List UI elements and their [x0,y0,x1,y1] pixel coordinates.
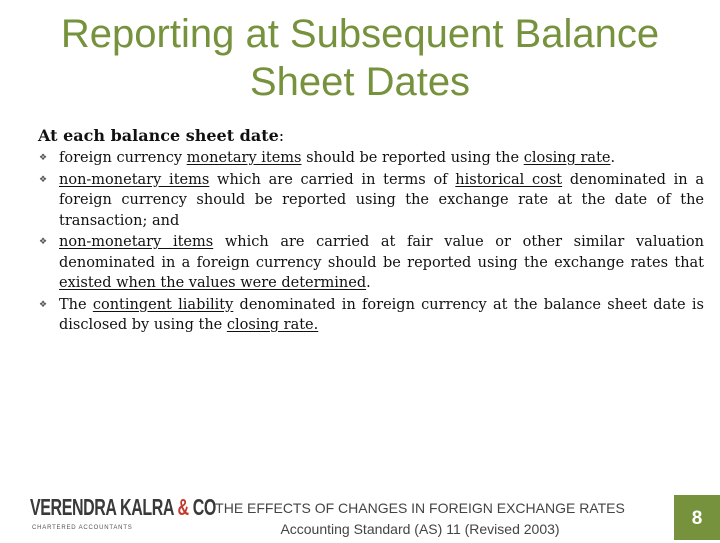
bullet-1-underlined-a: monetary items [186,150,302,166]
bullet-3-text-a: which are carried at fair value or other similar valuation denominated in a foreign currency should be reported using the exchange rates that [59,234,704,271]
bullet-marker-icon: ❖ [39,153,48,163]
bullet-item-1 [38,148,704,169]
firm-logo-ampersand: & [177,496,189,521]
footer-caption [190,498,650,540]
firm-logo-subtitle: CHARTERED ACCOUNTANTS [32,525,133,531]
bullet-1-underlined-b: closing rate [523,150,611,166]
bullet-marker-icon: ❖ [39,299,48,310]
bullet-item-2 [38,170,704,232]
bullet-1-text-c: . [610,150,616,166]
bullet-2-underlined-b: historical cost [455,171,563,188]
bullet-1-text-b: should be reported using the [301,150,524,166]
slide-body [38,126,704,337]
bullet-4-underlined-b: closing rate. [226,317,319,333]
firm-logo [30,496,216,538]
slide-title-line-1: Reporting at Subsequent Balance [60,12,660,56]
footer-caption-line-2: Accounting Standard (AS) 11 (Revised 2003) [280,521,560,537]
bullet-3-text-b: . [366,275,371,291]
bullet-4-text-b: denominated in foreign currency at the balance sheet date is disclosed by using the [59,296,704,333]
firm-logo-co: CO [188,496,216,521]
bullet-2-text-a: which are carried in terms of [209,171,456,188]
bullet-3-underlined-b: existed when the values were determined [59,275,367,291]
intro-heading-suffix: : [278,126,285,145]
bullet-4-underlined-a: contingent liability [92,296,234,313]
bullet-item-3 [38,232,704,294]
bullet-1-text-a: foreign currency [59,150,187,166]
bullet-2-underlined-a: non-monetary items [59,171,210,188]
intro-heading-bold: At each balance sheet date [38,126,279,145]
firm-logo-wordmark [30,496,216,522]
firm-logo-name: VERENDRA KALRA [30,496,178,521]
bullet-4-text-a: The [59,296,93,313]
slide-title-line-2: Sheet Dates [249,60,471,104]
bullet-marker-icon: ❖ [39,174,48,185]
page-number-badge: 8 [674,495,720,540]
footer-caption-line-1: THE EFFECTS OF CHANGES IN FOREIGN EXCHANGE RATES [215,500,625,516]
bullet-3-underlined-a: non-monetary items [59,234,214,250]
slide-title [20,10,700,106]
bullet-2-text-b: denominated in a foreign currency should be reported using the exchange rate at the date of the transaction; and [59,171,704,229]
bullet-item-4 [38,295,704,336]
bullet-marker-icon: ❖ [39,237,48,247]
intro-heading [38,126,704,146]
